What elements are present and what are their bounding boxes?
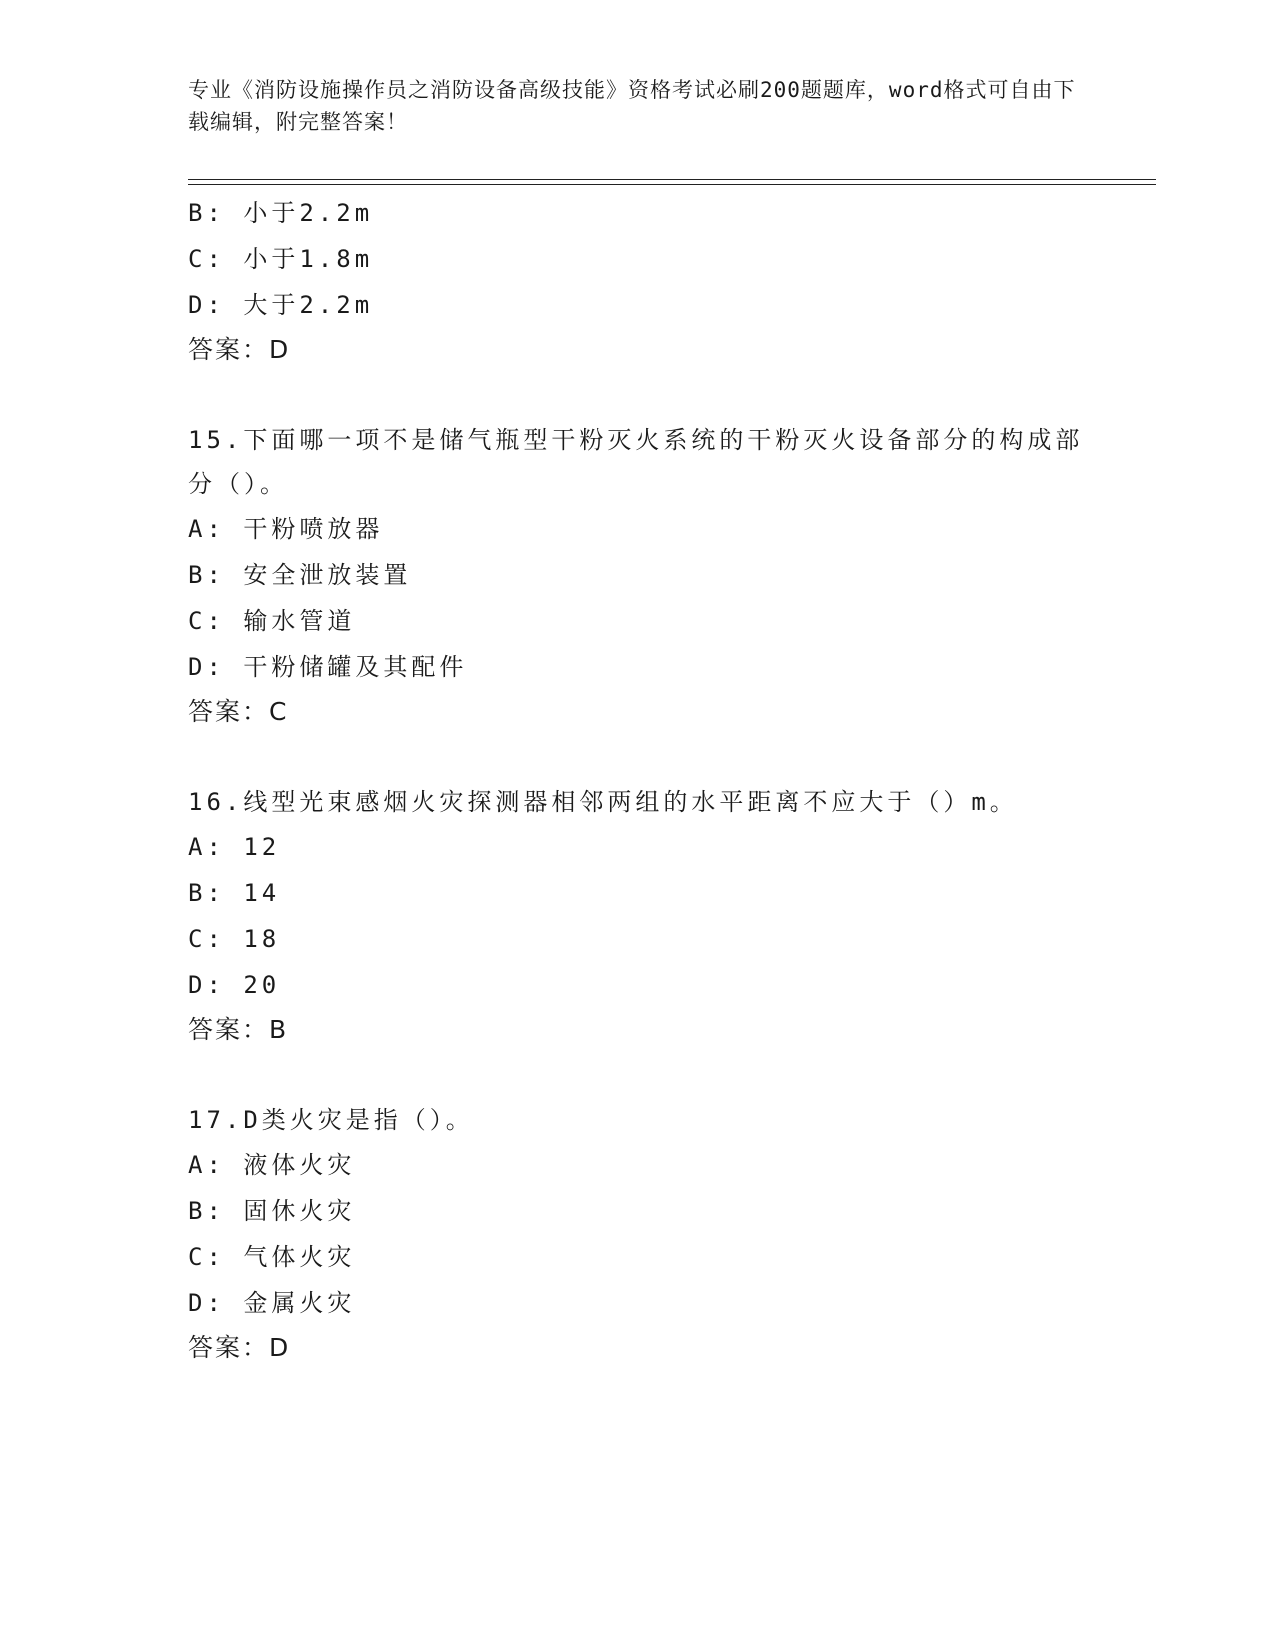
- header-divider-top: [188, 179, 1156, 180]
- option-d: D: 金属火灾: [188, 1289, 356, 1317]
- document-header: 专业《消防设施操作员之消防设备高级技能》资格考试必刷200题题库，word格式可自由下载编辑，附完整答案！: [188, 78, 1076, 134]
- answer-line: 答案：D: [188, 335, 291, 364]
- option-b: B: 安全泄放装置: [188, 561, 412, 589]
- question-text: 16.线型光束感烟火灾探测器相邻两组的水平距离不应大于（）m。: [188, 788, 1018, 816]
- question-14-continued: [188, 190, 1088, 372]
- question-17: [188, 1098, 1088, 1370]
- question-text: 15.下面哪一项不是储气瓶型干粉灭火系统的干粉灭火设备部分的构成部分（）。: [188, 426, 1084, 498]
- question-15: [188, 418, 1088, 734]
- option-a: A: 12: [188, 833, 281, 861]
- option-d: D: 20: [188, 971, 281, 999]
- option-c: C: 气体火灾: [188, 1243, 356, 1271]
- header-divider-bottom: [188, 184, 1156, 185]
- question-list: [188, 190, 1088, 1416]
- answer-line: 答案：D: [188, 1333, 291, 1362]
- question-text: 17.D类火灾是指（）。: [188, 1106, 474, 1134]
- question-16: [188, 780, 1088, 1052]
- option-a: A: 干粉喷放器: [188, 515, 384, 543]
- option-c: C: 18: [188, 925, 281, 953]
- answer-line: 答案：B: [188, 1015, 289, 1044]
- option-b: B: 14: [188, 879, 281, 907]
- option-c: C: 小于1.8m: [188, 245, 374, 273]
- option-b: B: 小于2.2m: [188, 199, 374, 227]
- option-d: D: 大于2.2m: [188, 291, 374, 319]
- option-c: C: 输水管道: [188, 607, 356, 635]
- option-d: D: 干粉储罐及其配件: [188, 653, 468, 681]
- option-a: A: 液体火灾: [188, 1151, 356, 1179]
- answer-line: 答案：C: [188, 697, 289, 726]
- option-b: B: 固休火灾: [188, 1197, 356, 1225]
